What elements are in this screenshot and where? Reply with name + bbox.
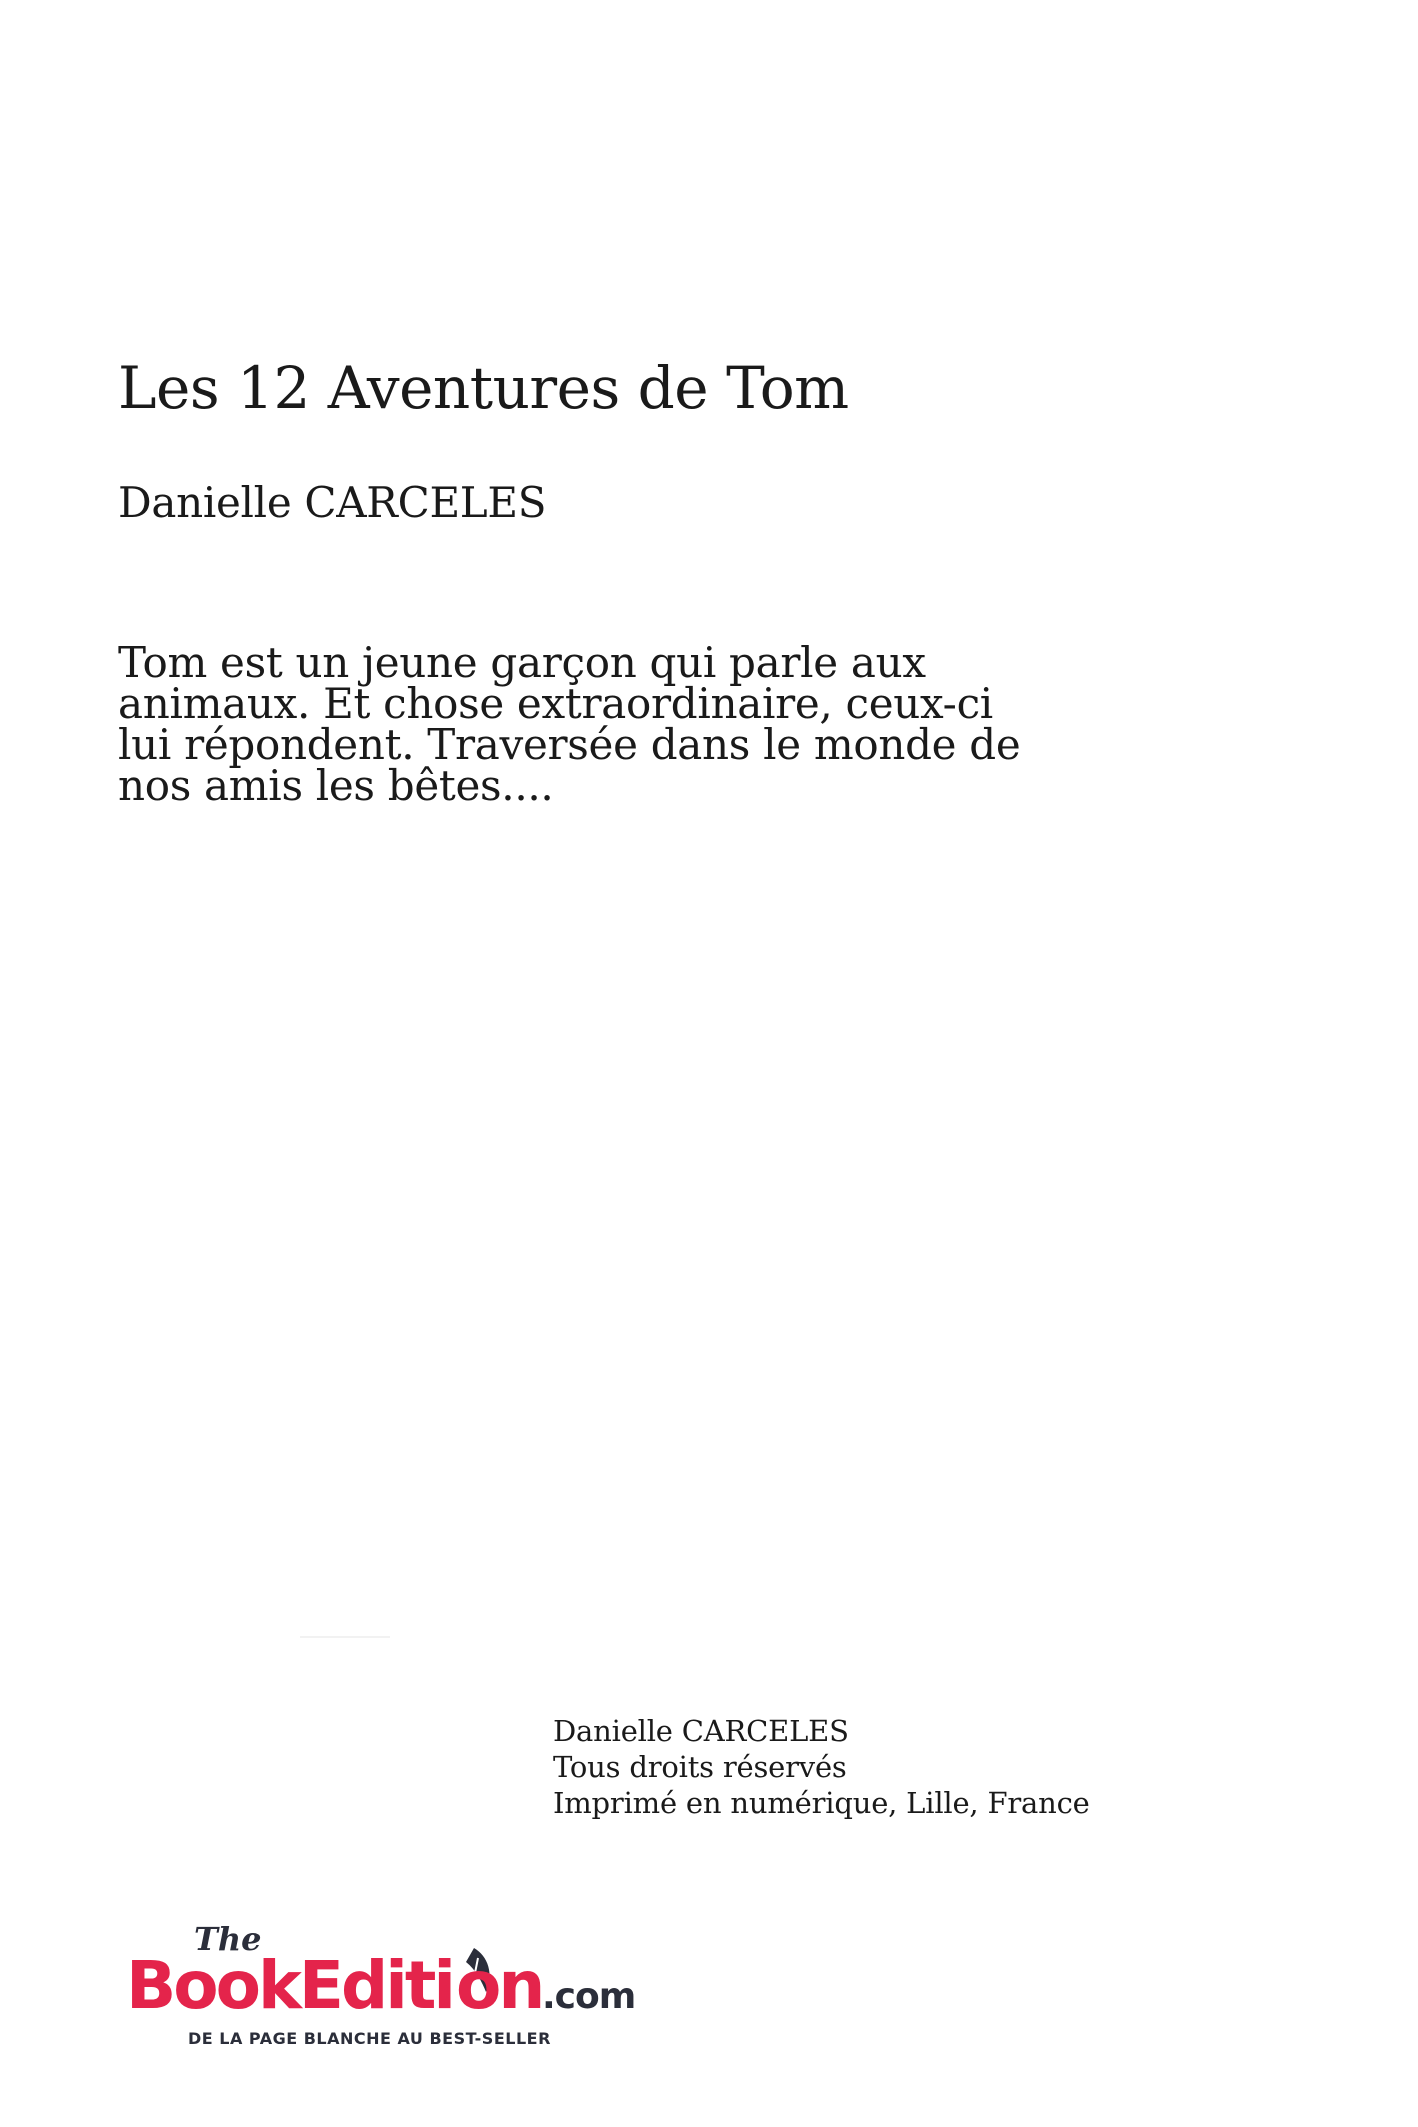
book-author: Danielle CARCELES: [118, 478, 547, 527]
colophon-rights: Tous droits réservés: [553, 1750, 847, 1784]
summary-line: Tom est un jeune garçon qui parle aux: [118, 638, 926, 687]
colophon-printing: Imprimé en numérique, Lille, France: [553, 1786, 1090, 1820]
logo-on: on: [456, 1947, 543, 2024]
summary-line: animaux. Et chose extraordinaire, ceux-ci: [118, 679, 993, 728]
bookedition-logo: [126, 1918, 706, 2058]
colophon-author: Danielle CARCELES: [553, 1714, 849, 1748]
logo-domain: .com: [542, 1976, 636, 2017]
book-summary: [118, 638, 1068, 810]
faint-divider: [300, 1636, 390, 1638]
logo-book: BookEditi: [126, 1947, 454, 2024]
logo-tagline: DE LA PAGE BLANCHE AU BEST-SELLER: [188, 2029, 551, 2048]
book-title: Les 12 Aventures de Tom: [118, 354, 849, 422]
logo-the: The: [194, 1920, 262, 1958]
summary-line: lui répondent. Traversée dans le monde de: [118, 720, 1021, 769]
summary-line: nos amis les bêtes....: [118, 761, 554, 810]
colophon: [553, 1713, 1090, 1821]
